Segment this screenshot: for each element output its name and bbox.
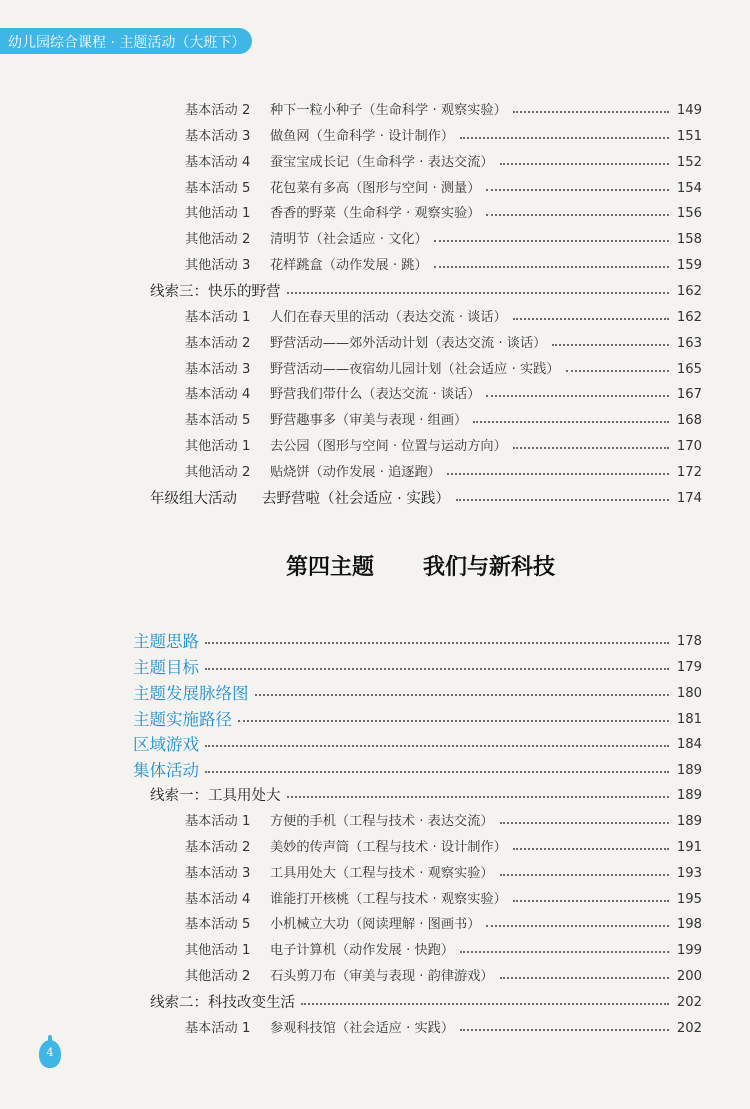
toc-entry-page: 193	[676, 865, 702, 881]
dot-leader	[460, 137, 669, 139]
toc-entry[interactable]	[0, 383, 750, 407]
toc-entry-page: 168	[676, 413, 702, 429]
toc-entry[interactable]	[0, 991, 750, 1015]
toc-entry-page: 200	[676, 969, 702, 985]
toc-entry[interactable]	[0, 732, 750, 758]
dot-leader	[500, 822, 669, 824]
toc-entry-title: 区域游戏	[133, 735, 199, 755]
header-title: 幼儿园综合课程 · 主题活动（大班下）	[8, 35, 246, 51]
toc-entry-label: 基本活动 1	[185, 309, 251, 325]
dot-leader	[486, 214, 668, 216]
toc-entry[interactable]	[0, 1017, 750, 1041]
dot-leader	[434, 240, 669, 242]
toc-entry-title: 做鱼网（生命科学 · 设计制作）	[270, 128, 455, 144]
toc-entry-page: 163	[676, 335, 702, 351]
toc-entry[interactable]	[0, 862, 750, 886]
toc-entry-title: 种下一粒小种子（生命科学 · 观察实验）	[270, 103, 507, 118]
toc-entry-label: 其他活动 3	[185, 258, 251, 274]
toc-entry-title: 主题实施路径	[133, 709, 232, 729]
theme-number: 第四主题	[286, 554, 375, 580]
apple-stem-icon	[48, 1035, 52, 1042]
theme-heading	[0, 550, 750, 584]
toc-entry[interactable]	[0, 681, 750, 707]
toc-entry-page: 181	[676, 711, 702, 727]
toc-entry[interactable]	[0, 202, 750, 226]
toc-entry-label: 基本活动 3	[185, 865, 251, 881]
toc-entry-page: 159	[676, 258, 702, 274]
toc-entry-page: 162	[676, 309, 702, 325]
dot-leader	[456, 499, 669, 501]
toc-entry-title: 线索一：工具用处大	[150, 788, 281, 805]
dot-leader	[205, 771, 669, 773]
toc-entry[interactable]	[0, 228, 750, 252]
page-number-badge	[39, 1040, 61, 1068]
toc-entry-title: 电子计算机（动作发展 · 快跑）	[270, 943, 455, 959]
toc-entry-label: 其他活动 1	[185, 439, 251, 455]
toc-entry-label: 其他活动 1	[185, 206, 251, 222]
toc-entry-label: 基本活动 4	[185, 891, 251, 907]
toc-entry-title: 蚕宝宝成长记（生命科学 · 表达交流）	[270, 154, 494, 170]
toc-entry-page: 180	[676, 685, 702, 701]
toc-entry-label: 基本活动 2	[185, 103, 251, 118]
toc-entry-page: 198	[676, 917, 702, 933]
toc-entry-page: 202	[676, 994, 702, 1010]
toc-entry-title: 集体活动	[133, 761, 199, 781]
toc-entry[interactable]	[0, 151, 750, 175]
toc-entry-title: 野营活动——郊外活动计划（表达交流 · 谈话）	[270, 335, 547, 351]
dot-leader	[513, 447, 669, 449]
toc-entry-label: 其他活动 1	[185, 943, 251, 959]
toc-entry[interactable]	[0, 888, 750, 912]
toc-entry-title: 谁能打开核桃（工程与技术 · 观察实验）	[270, 891, 507, 907]
toc-entry[interactable]	[0, 629, 750, 655]
toc-entry-page: 165	[676, 361, 702, 377]
toc-entry-label: 基本活动 2	[185, 839, 251, 855]
toc-entry-page: 149	[676, 103, 702, 118]
toc-entry-label: 基本活动 5	[185, 180, 251, 196]
toc-entry-title: 线索二：科技改变生活	[150, 994, 295, 1011]
toc-entry-label: 基本活动 3	[185, 361, 251, 377]
toc-entry-page: 178	[676, 634, 702, 649]
toc-entry-label: 其他活动 2	[185, 232, 251, 248]
toc-entry-page: 189	[676, 763, 702, 779]
toc-entry[interactable]	[0, 99, 750, 123]
toc-entry[interactable]	[0, 358, 750, 382]
toc-entry-label: 其他活动 2	[185, 464, 251, 480]
toc-entry-title: 石头剪刀布（审美与表现 · 韵律游戏）	[270, 969, 494, 985]
toc-entry-title: 参观科技馆（社会适应 · 实践）	[270, 1020, 455, 1036]
toc-entry-page: 172	[676, 464, 702, 480]
toc-entry-page: 184	[676, 737, 702, 753]
toc-entry-label: 年级组大活动	[150, 490, 237, 507]
dot-leader	[205, 668, 669, 670]
toc-entry[interactable]	[0, 487, 750, 511]
toc-entry[interactable]	[0, 435, 750, 459]
toc-entry[interactable]	[0, 784, 750, 808]
dot-leader	[513, 848, 669, 850]
toc-entry[interactable]	[0, 655, 750, 681]
dot-leader	[255, 694, 669, 696]
toc-entry[interactable]	[0, 939, 750, 963]
toc-entry[interactable]	[0, 461, 750, 485]
dot-leader	[460, 1029, 669, 1031]
toc-entry[interactable]	[0, 125, 750, 149]
dot-leader	[238, 720, 669, 722]
toc-entry[interactable]	[0, 409, 750, 433]
toc-entry[interactable]	[0, 707, 750, 733]
toc-entry-page: 179	[676, 659, 702, 675]
dot-leader	[513, 318, 669, 320]
toc-entry-label: 基本活动 3	[185, 128, 251, 144]
theme-name: 我们与新科技	[423, 554, 556, 580]
dot-leader	[473, 421, 669, 423]
toc-entry-title: 主题发展脉络图	[133, 683, 249, 703]
toc-entry-label: 基本活动 1	[185, 1020, 251, 1036]
dot-leader	[287, 796, 669, 798]
toc-entry[interactable]	[0, 332, 750, 356]
toc-entry-page: 158	[676, 232, 702, 248]
toc-entry-page: 162	[676, 283, 702, 299]
dot-leader	[513, 111, 669, 113]
toc-entry-label: 基本活动 2	[185, 335, 251, 351]
toc-entry-page: 174	[676, 490, 702, 506]
dot-leader	[552, 344, 669, 346]
toc-entry-page: 202	[676, 1020, 702, 1036]
toc-entry-page: 195	[676, 891, 702, 907]
toc-entry[interactable]	[0, 254, 750, 278]
toc-entry-label: 基本活动 4	[185, 154, 251, 170]
dot-leader	[500, 874, 669, 876]
toc-entry-title: 美妙的传声筒（工程与技术 · 设计制作）	[270, 839, 507, 855]
toc-entry[interactable]	[0, 280, 750, 304]
toc-entry-label: 其他活动 2	[185, 969, 251, 985]
toc-entry-title: 去公园（图形与空间 · 位置与运动方向）	[270, 439, 507, 455]
toc-entry-page: 189	[676, 813, 702, 829]
toc-entry-page: 189	[676, 788, 702, 804]
toc-entry-title: 线索三：快乐的野营	[150, 283, 281, 300]
toc-entry[interactable]	[0, 913, 750, 937]
toc-entry-title: 香香的野菜（生命科学 · 观察实验）	[270, 206, 481, 222]
toc-entry-title: 花样跳盒（动作发展 · 跳）	[270, 258, 428, 274]
dot-leader	[500, 163, 669, 165]
dot-leader	[486, 189, 668, 191]
dot-leader	[301, 1003, 669, 1005]
toc-entry-title: 人们在春天里的活动（表达交流 · 谈话）	[270, 309, 507, 325]
page-number: 4	[46, 1046, 54, 1059]
toc-entry-title: 野营趣事多（审美与表现 · 组画）	[270, 413, 468, 429]
toc-entry-title: 贴烧饼（动作发展 · 追逐跑）	[270, 464, 441, 480]
toc-entry-label: 基本活动 1	[185, 813, 251, 829]
toc-entry-label: 基本活动 5	[185, 413, 251, 429]
dot-leader	[205, 745, 669, 747]
dot-leader	[566, 370, 669, 372]
toc-entry-title: 去野营啦（社会适应 · 实践）	[262, 490, 450, 507]
dot-leader	[460, 951, 669, 953]
dot-leader	[287, 292, 669, 294]
dot-leader	[513, 900, 669, 902]
dot-leader	[447, 473, 669, 475]
toc-entry-page: 154	[676, 180, 702, 196]
toc-entry-title: 小机械立大功（阅读理解 · 图画书）	[270, 917, 481, 933]
dot-leader	[500, 977, 669, 979]
toc-entry-page: 152	[676, 154, 702, 170]
toc-entry-page: 167	[676, 387, 702, 403]
toc-entry-label: 基本活动 4	[185, 387, 251, 403]
toc-entry[interactable]	[0, 306, 750, 330]
toc-entry-title: 花包菜有多高（图形与空间 · 测量）	[270, 180, 481, 196]
toc-entry-page: 199	[676, 943, 702, 959]
dot-leader	[434, 266, 669, 268]
toc-entry-label: 基本活动 5	[185, 917, 251, 933]
toc-entry-page: 151	[676, 128, 702, 144]
header-band	[0, 28, 252, 54]
dot-leader	[205, 642, 669, 644]
toc-entry[interactable]	[0, 836, 750, 860]
toc-entry-title: 主题目标	[133, 657, 199, 677]
toc-entry-title: 方便的手机（工程与技术 · 表达交流）	[270, 813, 494, 829]
toc-entry[interactable]	[0, 965, 750, 989]
toc-entry-title: 工具用处大（工程与技术 · 观察实验）	[270, 865, 494, 881]
dot-leader	[486, 395, 668, 397]
toc-entry-title: 主题思路	[133, 632, 199, 651]
toc-entry-page: 156	[676, 206, 702, 222]
toc-entry[interactable]	[0, 758, 750, 784]
toc-entry-title: 野营我们带什么（表达交流 · 谈话）	[270, 387, 481, 403]
toc-entry-page: 170	[676, 439, 702, 455]
dot-leader	[486, 925, 668, 927]
toc-entry-title: 野营活动——夜宿幼儿园计划（社会适应 · 实践）	[270, 361, 560, 377]
toc-entry[interactable]	[0, 177, 750, 201]
toc-entry-page: 191	[676, 839, 702, 855]
toc-entry-title: 清明节（社会适应 · 文化）	[270, 232, 428, 248]
toc-entry[interactable]	[0, 810, 750, 834]
